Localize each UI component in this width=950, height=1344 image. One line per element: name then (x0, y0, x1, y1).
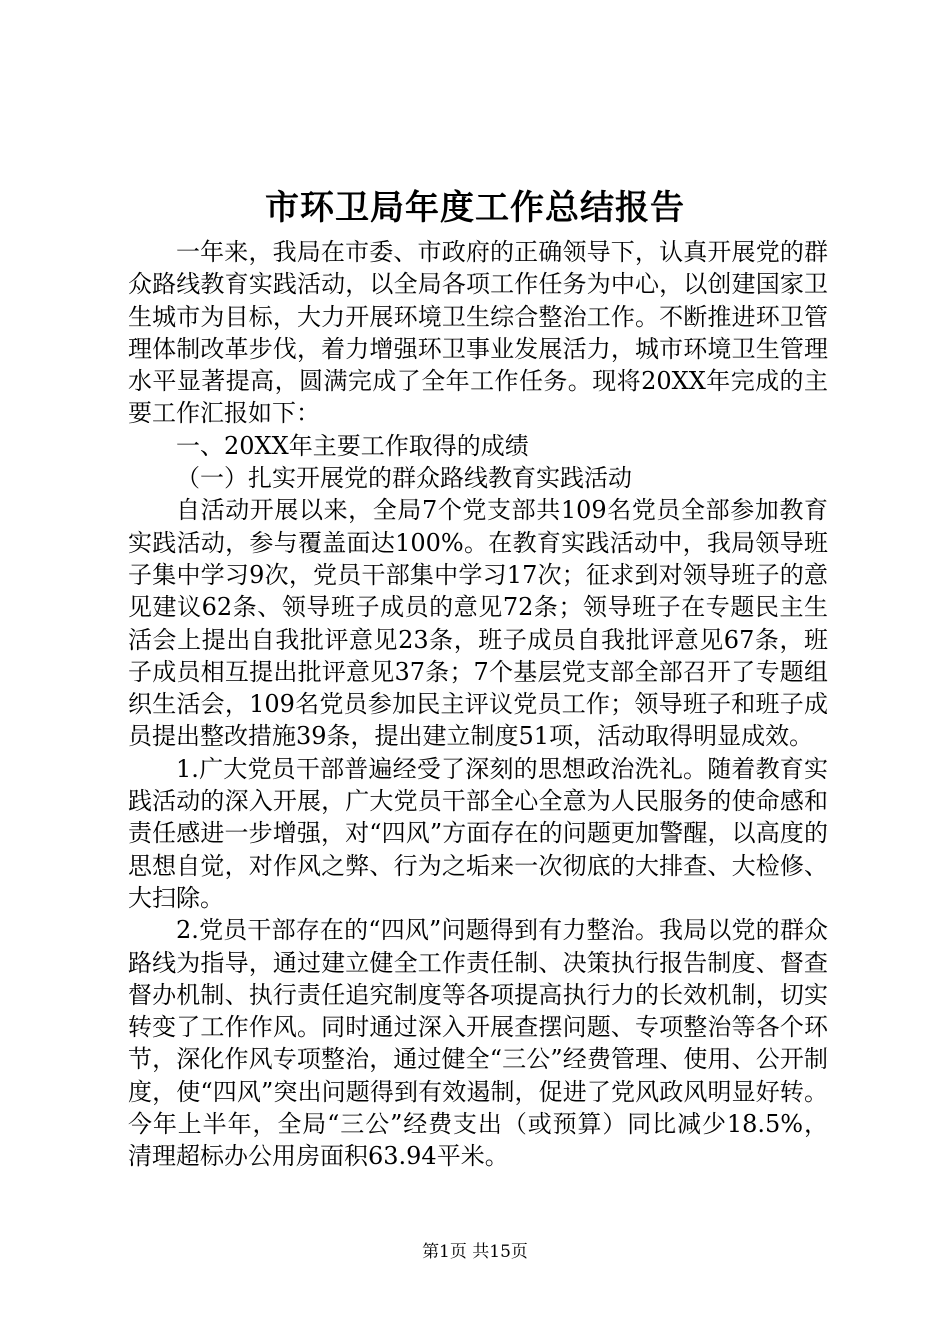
page-footer: 第1页 共15页 (422, 1242, 528, 1262)
activity-paragraph: 自活动开展以来，全局7个党支部共109名党员全部参加教育实践活动，参与覆盖面达100%。在教育实践活动中，我局领导班子集中学习9次，党员干部集中学习17次；征求到对领导班子的意见建议62条、领导班子成员的意见72条；领导班子在专题民主生活会上提出自我批评意见23条，班子成员自我批评意见67条，班子成员相互提出批评意见37条；7个基层党支部全部召开了专题组织生活会，109名党员参加民主评议党员工作；领导班子和班子成员提出整改措施39条，提出建立制度51项，活动取得明显成效。 (128, 496, 828, 751)
point-2-paragraph: 2.党员干部存在的“四风”问题得到有力整治。我局以党的群众路线为指导，通过建立健全工作责任制、决策执行报告制度、督查督办机制、执行责任追究制度等各项提高执行力的长效机制，切实转变了工作作风。同时通过深入开展查摆问题、专项整治等各个环节，深化作风专项整治，通过健全“三公”经费管理、使用、公开制度，使“四风”突出问题得到有效遏制，促进了党风政风明显好转。今年上半年，全局“三公”经费支出（或预算）同比减少18.5%，清理超标办公用房面积63.94平米。 (128, 916, 828, 1171)
subsection-heading: （一）扎实开展党的群众路线教育实践活动 (176, 464, 632, 493)
intro-paragraph: 一年来，我局在市委、市政府的正确领导下，认真开展党的群众路线教育实践活动，以全局各项工作任务为中心，以创建国家卫生城市为目标，大力开展环境卫生综合整治工作。不断推进环卫管理体制改革步伐，着力增强环卫事业发展活力，城市环境卫生管理水平显著提高，圆满完成了全年工作任务。现将20XX年完成的主要工作汇报如下： (128, 238, 828, 428)
section-heading: 一、20XX年主要工作取得的成绩 (176, 431, 529, 460)
point-1-paragraph: 1.广大党员干部普遍经受了深刻的思想政治洗礼。随着教育实践活动的深入开展，广大党员干部全心全意为人民服务的使命感和责任感进一步增强，对“四风”方面存在的问题更加警醒，以高度的思想自觉，对作风之弊、行为之垢来一次彻底的大排查、大检修、大扫除。 (128, 754, 828, 912)
document-body (128, 236, 828, 1173)
document-title: 市环卫局年度工作总结报告 (265, 188, 685, 228)
